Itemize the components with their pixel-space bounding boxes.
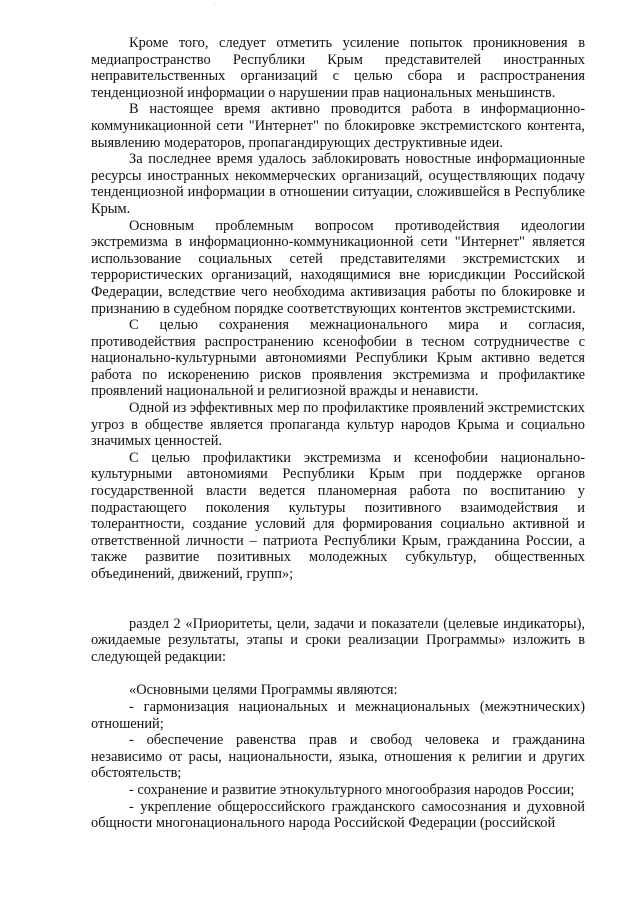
goal-item: - гармонизация национальных и межнациональных (межэтнических) отношений; <box>91 698 585 732</box>
paragraph: За последнее время удалось заблокировать новостные информационные ресурсы иностранных некоммерческих организаций, осуществляющих подачу тенденциозной информации в отношении ситуации, сложившейся в Республике Крым. <box>91 151 585 217</box>
goal-item: - укрепление общероссийского гражданского самосознания и духовной общности многонационального народа Российской Федерации (российской <box>91 798 585 832</box>
paragraph: С целью профилактики экстремизма и ксенофобии национально-культурными автономиями Республики Крым при поддержке органов государственной власти ведется планомерная работа по воспитанию у подрастающего поколения культуры позитивного взаимодействия и толерантности, создание условий для формирования социально активной и ответственной личности – патриота Республики Крым, гражданина России, а также развитие позитивных молодежных субкультур, общественных объединений, движений, групп»; <box>91 449 585 582</box>
goals-heading: «Основными целями Программы являются: <box>129 682 398 699</box>
document-body <box>91 35 585 832</box>
goal-item: - обеспечение равенства прав и свобод человека и гражданина независимо от расы, национальности, языка, отношения к религии и других обстоятельств; <box>91 732 585 782</box>
paragraph: Основным проблемным вопросом противодействия идеологии экстремизма в информационно-коммуникационной сети "Интернет" является использование социальных сетей представителями экстремистских и террористических организаций, находящимися вне юрисдикции Российской Федерации, вследствие чего необходима активизация работы по блокировке и признанию в судебном порядке соответствующих контентов экстремистскими. <box>91 217 585 317</box>
paragraph: Кроме того, следует отметить усиление попыток проникновения в медиапространство Республики Крым представителей иностранных неправительственных организаций с целью сбора и распространения тенденциозной информации о нарушении прав национальных меньшинств. <box>91 35 585 101</box>
top-mark: · <box>214 2 216 8</box>
paragraph: В настоящее время активно проводится работа в информационно-коммуникационной сети "Интернет" по блокировке экстремистского контента, выявлению модераторов, пропагандирующих деструктивные идеи. <box>91 101 585 151</box>
goal-item: - сохранение и развитие этнокультурного многообразия народов России; <box>129 781 575 798</box>
paragraph: С целью сохранения межнационального мира и согласия, противодействия распространению ксенофобии в тесном сотрудничестве с национально-культурными автономиями Республики Крым активно ведется работа по искоренению рисков проявления экстремизма и профилактике проявлений национальной и религиозной вражды и ненависти. <box>91 317 585 400</box>
paragraph: Одной из эффективных мер по профилактике проявлений экстремистских угроз в обществе является пропаганда культур народов Крыма и социально значимых ценностей. <box>91 400 585 450</box>
section-amendment-paragraph: раздел 2 «Приоритеты, цели, задачи и показатели (целевые индикаторы), ожидаемые результаты, этапы и сроки реализации Программы» изложить в следующей редакции: <box>91 615 585 665</box>
